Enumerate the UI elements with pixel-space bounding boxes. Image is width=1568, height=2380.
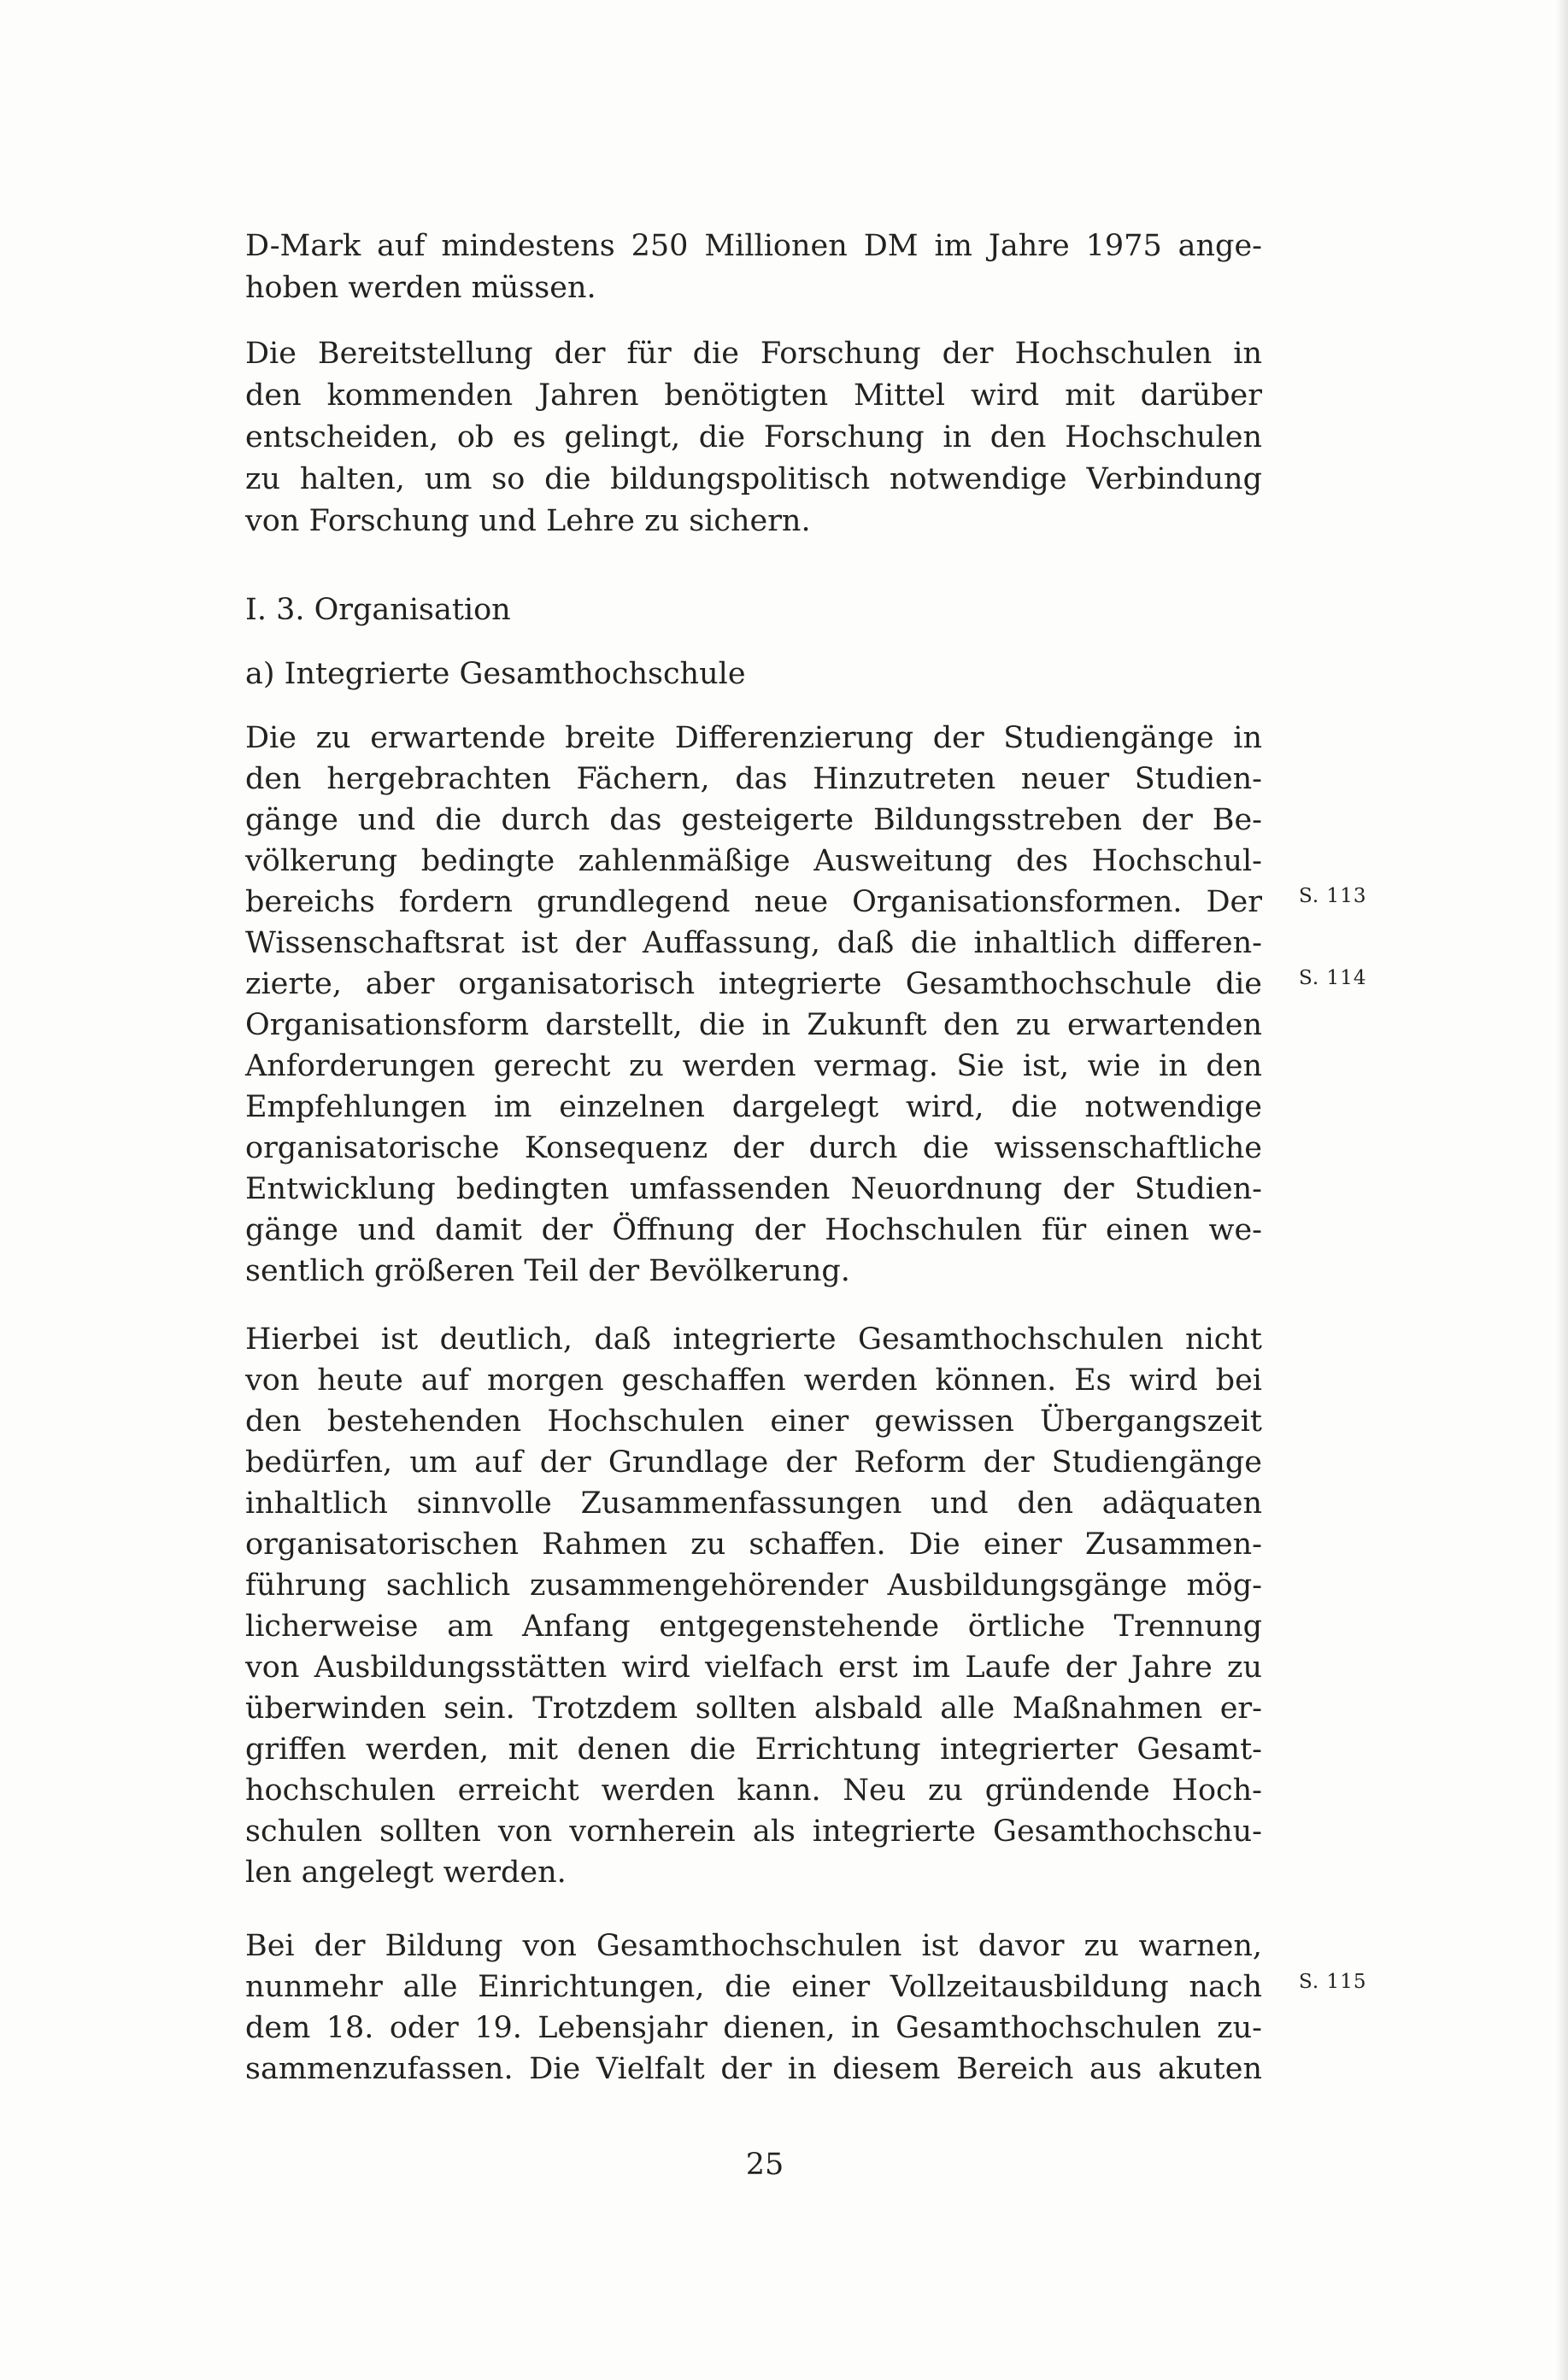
text-line: organisatorischen Rahmen zu schaffen. Die einer Zusammen-	[245, 1527, 1262, 1562]
text-line: gänge und damit der Öffnung der Hochschulen für einen we-	[245, 1213, 1262, 1247]
text-line: den kommenden Jahren benötigten Mittel wird mit darüber	[245, 378, 1262, 413]
text-line: Bei der Bildung von Gesamthochschulen ist davor zu warnen,	[245, 1929, 1262, 1963]
text-line: Wissenschaftsrat ist der Auffassung, daß die inhaltlich differen-	[245, 926, 1262, 960]
margin-reference: S. 115	[1299, 1971, 1367, 1993]
text-line: den bestehenden Hochschulen einer gewissen Übergangszeit	[245, 1404, 1262, 1439]
text-line: von heute auf morgen geschaffen werden können. Es wird bei	[245, 1363, 1262, 1398]
page-number: 25	[745, 2148, 784, 2182]
text-line: nunmehr alle Einrichtungen, die einer Vollzeitausbildung nach	[245, 1970, 1262, 2004]
text-line: bereichs fordern grundlegend neue Organisationsformen. Der	[245, 885, 1262, 919]
text-line: organisatorische Konsequenz der durch die wissenschaftliche	[245, 1131, 1262, 1165]
text-line: von Ausbildungsstätten wird vielfach erst im Laufe der Jahre zu	[245, 1650, 1262, 1685]
text-line: Anforderungen gerecht zu werden vermag. Sie ist, wie in den	[245, 1049, 1262, 1083]
margin-reference: S. 113	[1299, 885, 1367, 907]
text-line: Die Bereitstellung der für die Forschung der Hochschulen in	[245, 337, 1262, 371]
text-line: Empfehlungen im einzelnen dargelegt wird, die notwendige	[245, 1090, 1262, 1124]
text-line: Organisationsform darstellt, die in Zukunft den zu erwartenden	[245, 1008, 1262, 1042]
text-line: dem 18. oder 19. Lebensjahr dienen, in Gesamthochschulen zu-	[245, 2011, 1262, 2045]
text-line: inhaltlich sinnvolle Zusammenfassungen und den adäquaten	[245, 1486, 1262, 1521]
text-line: licherweise am Anfang entgegenstehende örtliche Trennung	[245, 1609, 1262, 1644]
text-line: Hierbei ist deutlich, daß integrierte Gesamthochschulen nicht	[245, 1322, 1262, 1357]
text-line: völkerung bedingte zahlenmäßige Ausweitung des Hochschul-	[245, 844, 1262, 878]
text-line: griffen werden, mit denen die Errichtung integrierter Gesamt-	[245, 1732, 1262, 1767]
text-line: hoben werden müssen.	[245, 271, 596, 305]
margin-reference: S. 114	[1299, 967, 1367, 989]
text-line: führung sachlich zusammengehörender Ausbildungsgänge mög-	[245, 1568, 1262, 1603]
text-line: bedürfen, um auf der Grundlage der Reform der Studiengänge	[245, 1445, 1262, 1480]
text-line: überwinden sein. Trotzdem sollten alsbald alle Maßnahmen er-	[245, 1691, 1262, 1726]
text-line: Die zu erwartende breite Differenzierung der Studiengänge in	[245, 721, 1262, 755]
section-heading: I. 3. Organisation	[245, 593, 511, 627]
page-edge-shadow	[1556, 0, 1568, 2380]
text-line: len angelegt werden.	[245, 1855, 567, 1890]
text-line: sammenzufassen. Die Vielfalt der in diesem Bereich aus akuten	[245, 2052, 1262, 2086]
text-line: D-Mark auf mindestens 250 Millionen DM im Jahre 1975 ange-	[245, 229, 1262, 263]
text-line: den hergebrachten Fächern, das Hinzutreten neuer Studien-	[245, 762, 1262, 796]
text-line: sentlich größeren Teil der Bevölkerung.	[245, 1254, 850, 1288]
text-line: zierte, aber organisatorisch integrierte Gesamthochschule die	[245, 967, 1262, 1001]
text-line: zu halten, um so die bildungspolitisch notwendige Verbindung	[245, 462, 1262, 496]
text-line: gänge und die durch das gesteigerte Bildungsstreben der Be-	[245, 803, 1262, 837]
text-line: schulen sollten von vornherein als integrierte Gesamthochschu-	[245, 1814, 1262, 1849]
text-line: hochschulen erreicht werden kann. Neu zu gründende Hoch-	[245, 1773, 1262, 1808]
subsection-heading: a) Integrierte Gesamthochschule	[245, 657, 746, 691]
text-line: Entwicklung bedingten umfassenden Neuordnung der Studien-	[245, 1172, 1262, 1206]
text-line: von Forschung und Lehre zu sichern.	[245, 504, 811, 538]
text-line: entscheiden, ob es gelingt, die Forschung in den Hochschulen	[245, 420, 1262, 454]
